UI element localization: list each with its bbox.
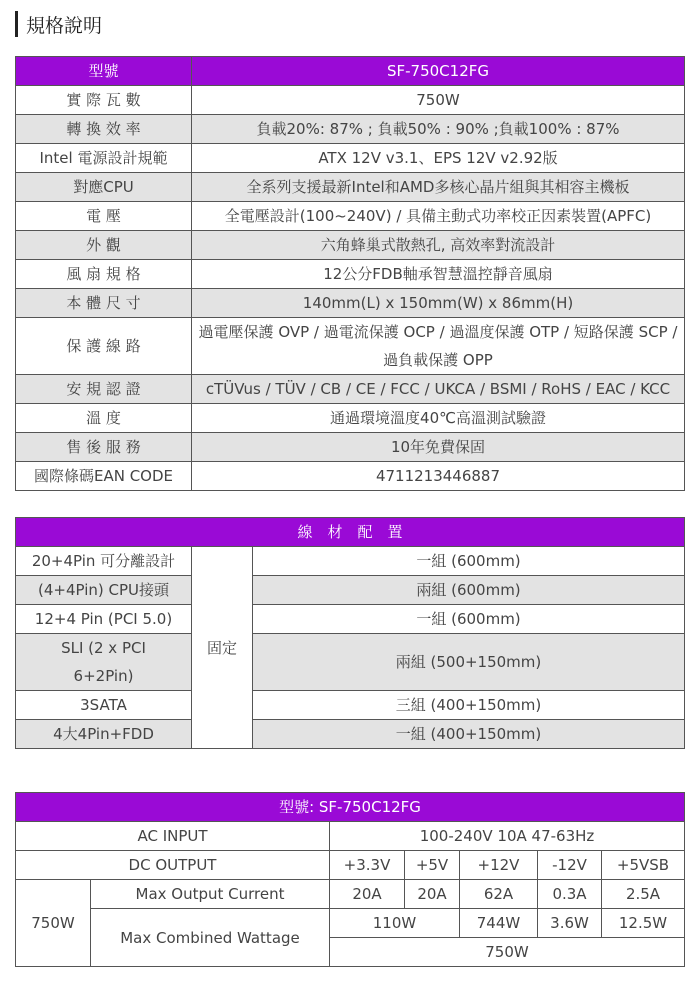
spec-row (16, 404, 685, 433)
spec-value: 12公分FDB軸承智慧溫控靜音風扇 (192, 260, 685, 289)
cable-row (16, 720, 685, 749)
cable-name: 12+4 Pin (PCI 5.0) (16, 605, 192, 634)
power-table (15, 792, 685, 967)
rail-label: -12V (538, 851, 602, 880)
cable-name: (4+4Pin) CPU接頭 (16, 576, 192, 605)
heading-text: 規格說明 (26, 14, 103, 37)
ac-label: AC INPUT (16, 822, 330, 851)
model-label: 型號 (16, 57, 192, 86)
spec-value: 140mm(L) x 150mm(W) x 86mm(H) (192, 289, 685, 318)
spec-row (16, 144, 685, 173)
power-title: 型號: SF-750C12FG (16, 793, 685, 822)
combined-12: 744W (460, 909, 538, 938)
combined-33-5: 110W (330, 909, 460, 938)
spec-value: cTÜVus / TÜV / CB / CE / FCC / UKCA / BSMI / RoHS / EAC / KCC (192, 375, 685, 404)
power-title-row (16, 793, 685, 822)
spec-label: 轉 換 效 率 (16, 115, 192, 144)
cable-title-row (16, 518, 685, 547)
current-value: 20A (405, 880, 460, 909)
spec-value: ATX 12V v3.1、EPS 12V v2.92版 (192, 144, 685, 173)
spec-row (16, 231, 685, 260)
spec-label: 實 際 瓦 數 (16, 86, 192, 115)
spec-row (16, 375, 685, 404)
spec-row (16, 115, 685, 144)
cable-name: 4大4Pin+FDD (16, 720, 192, 749)
model-row (16, 57, 685, 86)
spec-label: 風 扇 規 格 (16, 260, 192, 289)
cable-qty: 兩組 (600mm) (253, 576, 685, 605)
cable-row (16, 605, 685, 634)
cable-row (16, 576, 685, 605)
spec-label: 外 觀 (16, 231, 192, 260)
wattage-label: 750W (16, 880, 91, 967)
spec-row (16, 462, 685, 491)
spec-row (16, 289, 685, 318)
ac-row (16, 822, 685, 851)
cable-name: 20+4Pin 可分離設計 (16, 547, 192, 576)
spec-row (16, 318, 685, 375)
spec-value: 10年免費保固 (192, 433, 685, 462)
cable-qty: 一組 (600mm) (253, 547, 685, 576)
ac-value: 100-240V 10A 47-63Hz (330, 822, 685, 851)
cable-row (16, 634, 685, 691)
current-value: 20A (330, 880, 405, 909)
spec-value: 4711213446887 (192, 462, 685, 491)
cable-qty: 三組 (400+150mm) (253, 691, 685, 720)
spec-value: 全電壓設計(100~240V) / 具備主動式功率校正因素裝置(APFC) (192, 202, 685, 231)
spec-label: 安 規 認 證 (16, 375, 192, 404)
spec-label: 本 體 尺 寸 (16, 289, 192, 318)
cable-qty: 一組 (400+150mm) (253, 720, 685, 749)
rail-label: +5VSB (602, 851, 685, 880)
total-wattage: 750W (330, 938, 685, 967)
current-row (16, 880, 685, 909)
rail-label: +5V (405, 851, 460, 880)
cable-qty: 一組 (600mm) (253, 605, 685, 634)
section-heading (15, 9, 102, 39)
current-value: 2.5A (602, 880, 685, 909)
combined-5vsb: 12.5W (602, 909, 685, 938)
cable-row (16, 547, 685, 576)
dc-row (16, 851, 685, 880)
rail-label: +12V (460, 851, 538, 880)
spec-label: 保 護 線 路 (16, 318, 192, 375)
combined-m12: 3.6W (538, 909, 602, 938)
combined-label: Max Combined Wattage (91, 909, 330, 967)
spec-label: 對應CPU (16, 173, 192, 202)
spec-label: 國際條碼EAN CODE (16, 462, 192, 491)
cable-qty: 兩組 (500+150mm) (253, 634, 685, 691)
fixed-label: 固定 (192, 547, 253, 749)
max-current-label: Max Output Current (91, 880, 330, 909)
current-value: 62A (460, 880, 538, 909)
cable-row (16, 691, 685, 720)
spec-row (16, 202, 685, 231)
heading-bar (15, 11, 18, 37)
cable-name: 3SATA (16, 691, 192, 720)
spec-value: 全系列支援最新Intel和AMD多核心晶片組與其相容主機板 (192, 173, 685, 202)
spec-label: Intel 電源設計規範 (16, 144, 192, 173)
spec-row (16, 433, 685, 462)
spec-value: 750W (192, 86, 685, 115)
cable-name: SLI (2 x PCI 6+2Pin) (16, 634, 192, 691)
rail-label: +3.3V (330, 851, 405, 880)
spec-row (16, 86, 685, 115)
spec-label: 溫 度 (16, 404, 192, 433)
model-value: SF-750C12FG (192, 57, 685, 86)
spec-value: 六角蜂巢式散熱孔, 高效率對流設計 (192, 231, 685, 260)
spec-value: 過電壓保護 OVP / 過電流保護 OCP / 過溫度保護 OTP / 短路保護 SCP / 過負載保護 OPP (192, 318, 685, 375)
dc-label: DC OUTPUT (16, 851, 330, 880)
cable-title: 線 材 配 置 (16, 518, 685, 547)
spec-value: 負載20%: 87% ; 負載50% : 90% ;負載100% : 87% (192, 115, 685, 144)
spec-row (16, 260, 685, 289)
combined-row (16, 909, 685, 938)
cable-table (15, 517, 685, 749)
spec-value: 通過環境溫度40℃高溫測試驗證 (192, 404, 685, 433)
spec-label: 售 後 服 務 (16, 433, 192, 462)
spec-table (15, 56, 685, 491)
spec-row (16, 173, 685, 202)
current-value: 0.3A (538, 880, 602, 909)
spec-label: 電 壓 (16, 202, 192, 231)
